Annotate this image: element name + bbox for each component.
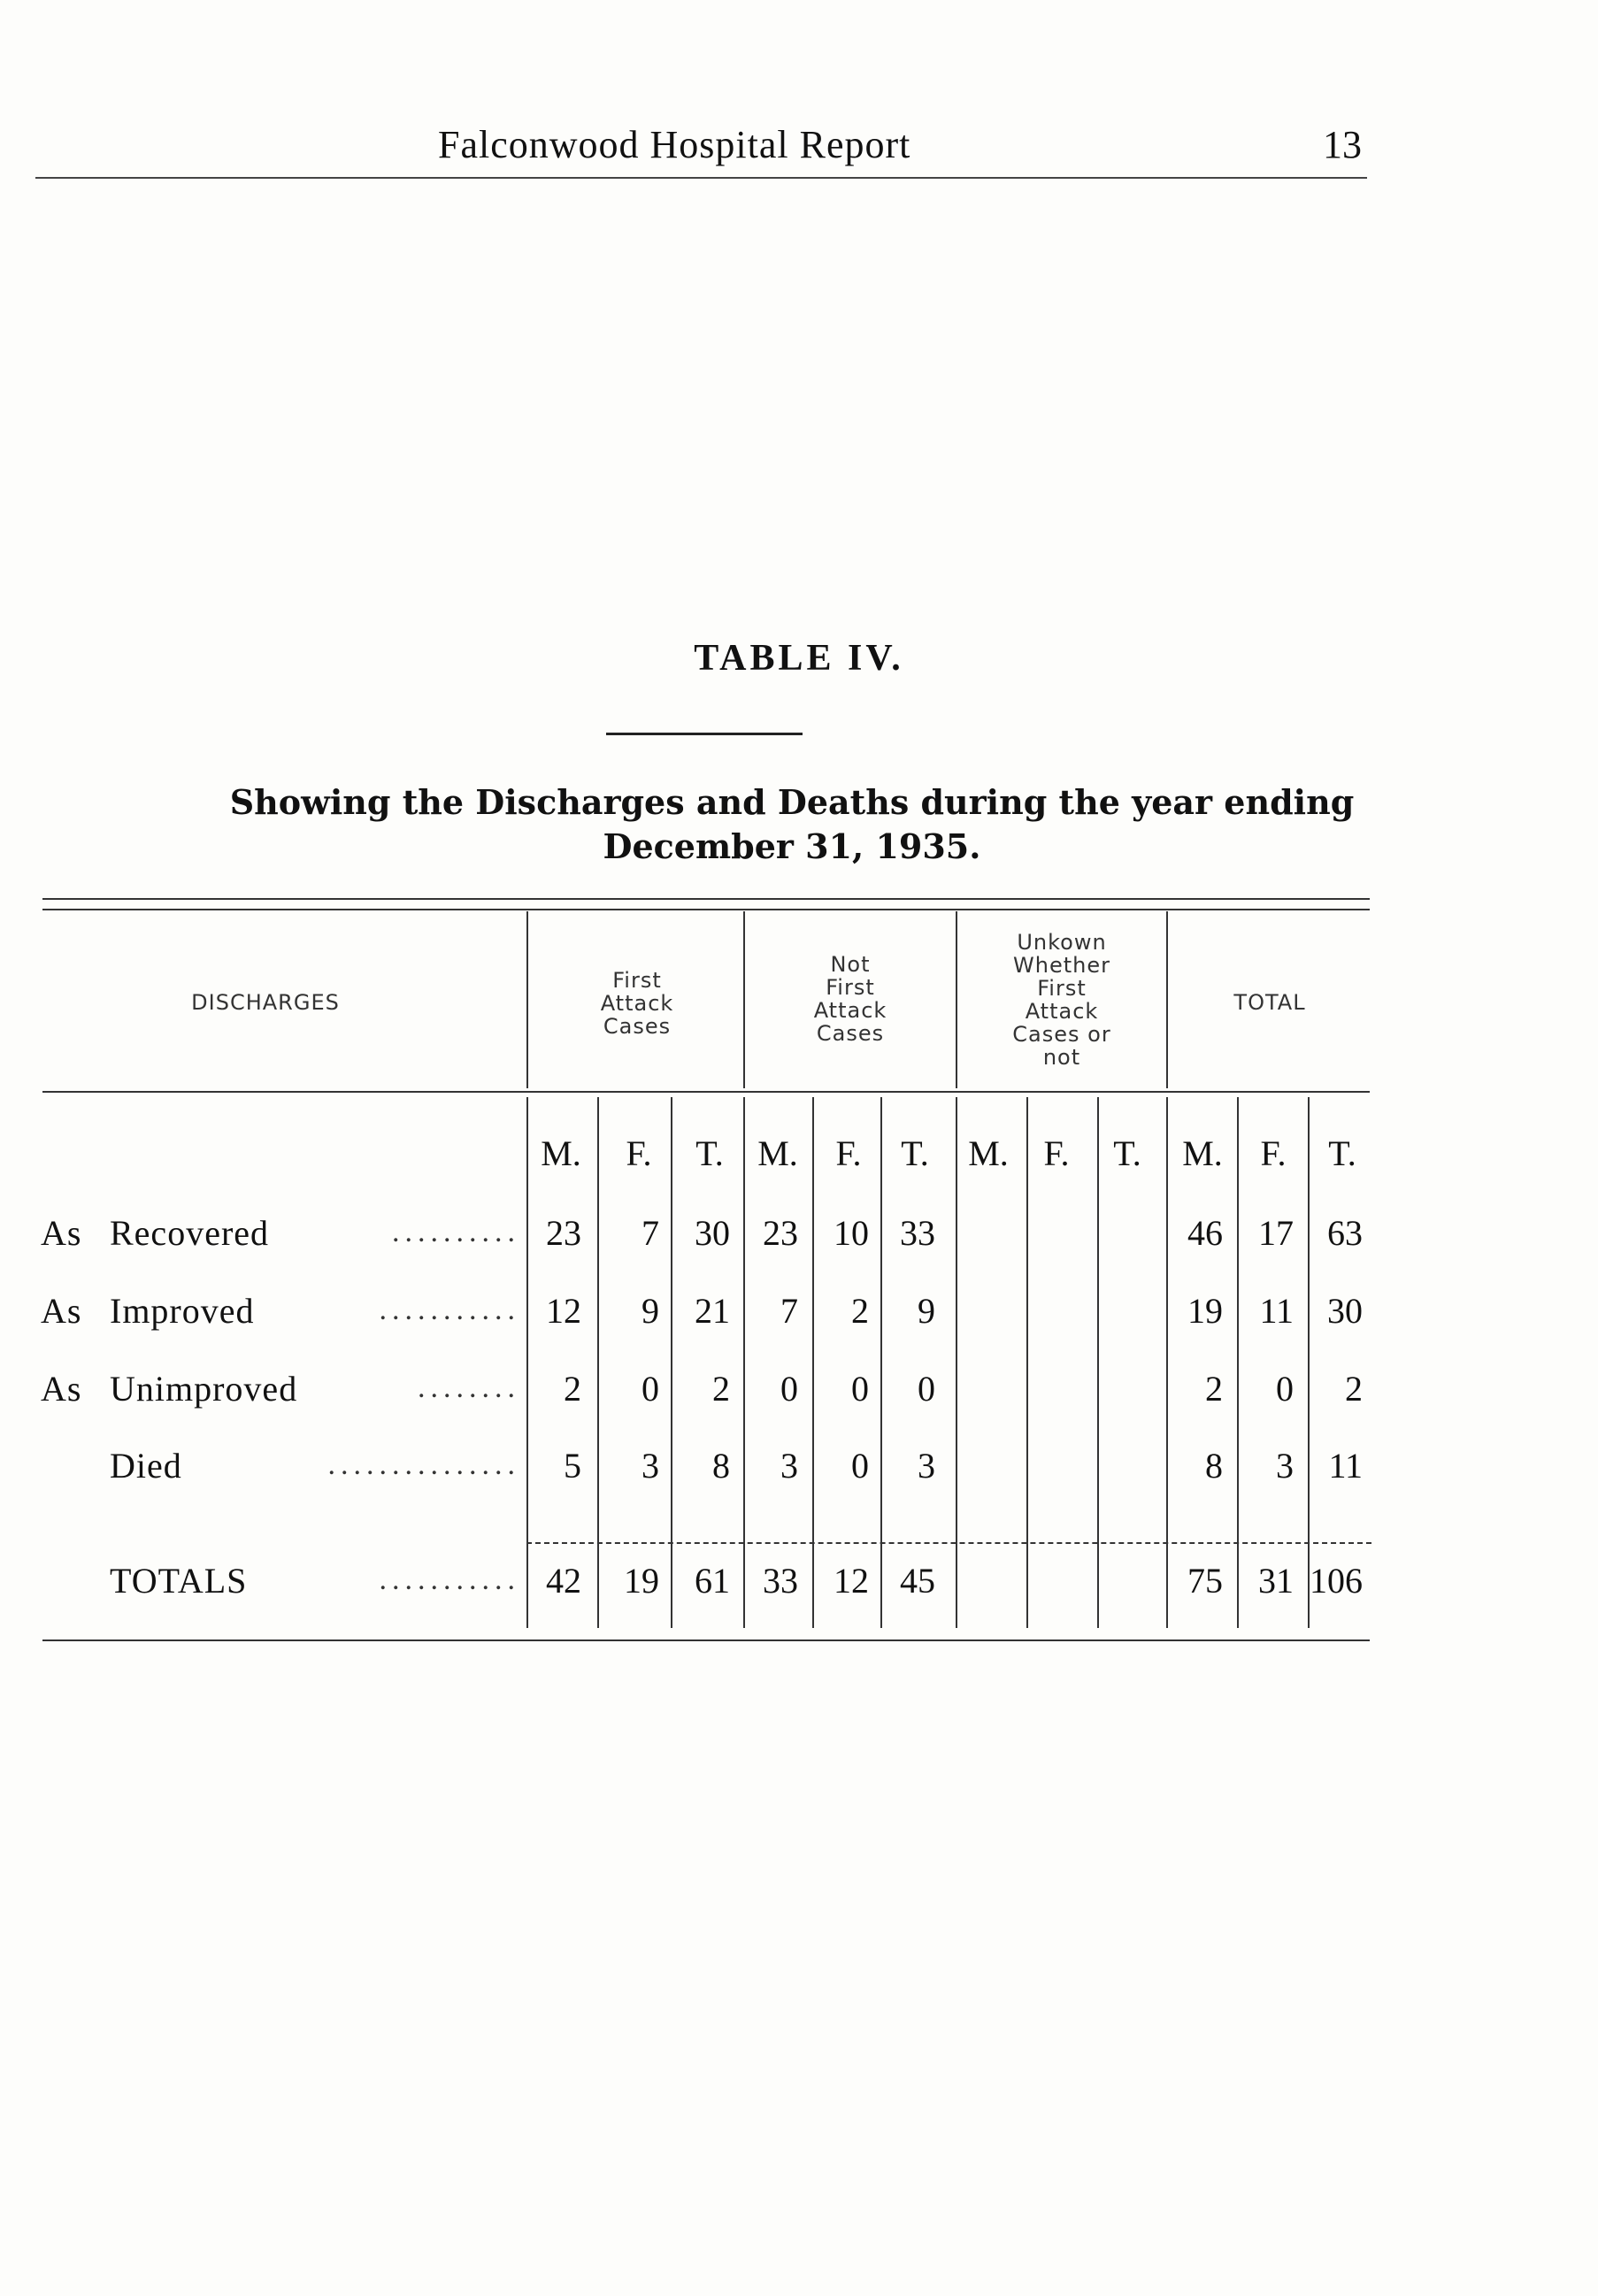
caption-line-1: Showing the Discharges and Deaths during the year ending <box>229 782 1355 822</box>
table-cell: 42 <box>546 1561 581 1601</box>
column-divider <box>671 1097 672 1628</box>
table-cell: 61 <box>695 1561 730 1601</box>
row-label: Recovered <box>110 1213 270 1253</box>
col-header-not-first-attack <box>745 953 956 1045</box>
hdr-line: Unkown <box>1017 930 1107 955</box>
hdr-line: Cases or <box>1012 1022 1111 1047</box>
hdr-line: Attack <box>813 998 887 1023</box>
sub-header-m: M. <box>968 1133 1009 1173</box>
table-cell: 23 <box>546 1213 581 1253</box>
running-head <box>35 113 1363 175</box>
table-cell: 30 <box>695 1213 730 1253</box>
leader-dots: ........... <box>379 1294 520 1326</box>
col-header-total <box>1168 991 1371 1014</box>
column-divider <box>1308 1097 1310 1628</box>
hdr-line: First <box>826 975 875 1000</box>
hdr-line: Not <box>830 952 871 977</box>
table-cell: 75 <box>1187 1561 1223 1601</box>
table-cell: 9 <box>642 1291 659 1331</box>
col-header-discharges <box>124 991 407 1014</box>
col-header-unknown <box>957 931 1166 1069</box>
table-cell: 0 <box>1276 1369 1294 1409</box>
hdr-line: Cases <box>603 1014 672 1039</box>
column-divider <box>597 1097 599 1628</box>
sub-header-f: F. <box>835 1133 862 1173</box>
table-cell: 0 <box>780 1369 798 1409</box>
leader-dots: ........... <box>379 1563 520 1596</box>
col-header-first-attack <box>531 969 743 1038</box>
group-divider <box>526 911 528 1088</box>
sub-header-t: T. <box>1328 1133 1356 1173</box>
row-label: Improved <box>110 1291 255 1331</box>
table-cell: 33 <box>763 1561 798 1601</box>
group-divider <box>1166 911 1168 1088</box>
leader-dots: ........ <box>418 1371 520 1404</box>
col-header-discharges-label: DISCHARGES <box>191 990 340 1015</box>
row-label: Died <box>110 1446 182 1486</box>
leader-dots: .......... <box>392 1216 520 1248</box>
table-cell: 7 <box>642 1213 659 1253</box>
sub-header-f: F. <box>1260 1133 1287 1173</box>
row-prefix: As <box>41 1369 82 1409</box>
totals-rule <box>526 1542 1371 1544</box>
table-cell: 3 <box>642 1446 659 1486</box>
table-cell: 2 <box>851 1291 869 1331</box>
table-cell: 63 <box>1327 1213 1363 1253</box>
table-cell: 0 <box>851 1369 869 1409</box>
hdr-line: Whether <box>1013 953 1110 978</box>
row-label: Unimproved <box>110 1369 298 1409</box>
hdr-line: not <box>1042 1045 1081 1070</box>
table-bottom-rule <box>42 1639 1370 1641</box>
column-divider <box>1026 1097 1028 1628</box>
table-cell: 31 <box>1258 1561 1294 1601</box>
column-divider <box>1237 1097 1239 1628</box>
sub-header-m: M. <box>1182 1133 1223 1173</box>
sub-header-t: T. <box>901 1133 929 1173</box>
table-cell: 2 <box>712 1369 730 1409</box>
table-cell: 8 <box>1205 1446 1223 1486</box>
table-title: TABLE IV. <box>694 638 904 679</box>
group-divider <box>743 911 745 1088</box>
caption-line-2: December 31, 1935. <box>603 826 981 866</box>
table-cell: 10 <box>834 1213 869 1253</box>
sub-header-m: M. <box>757 1133 798 1173</box>
column-divider <box>1166 1097 1168 1628</box>
table-cell: 3 <box>780 1446 798 1486</box>
table-top-rule-2 <box>42 909 1370 910</box>
table-caption <box>106 780 1478 869</box>
column-divider <box>880 1097 882 1628</box>
table-cell: 106 <box>1310 1561 1363 1601</box>
table-cell: 3 <box>1276 1446 1294 1486</box>
row-prefix: As <box>41 1291 82 1331</box>
table-cell: 2 <box>1345 1369 1363 1409</box>
title-rule <box>606 733 803 735</box>
table-cell: 45 <box>900 1561 935 1601</box>
row-prefix: As <box>41 1213 82 1253</box>
table-cell: 5 <box>564 1446 581 1486</box>
running-title: Falconwood Hospital Report <box>438 123 911 166</box>
table-cell: 0 <box>851 1446 869 1486</box>
hdr-line: First <box>612 968 662 993</box>
column-divider <box>956 1097 957 1628</box>
group-divider <box>956 911 957 1088</box>
header-bottom-rule <box>42 1091 1370 1093</box>
col-header-total-label: TOTAL <box>1233 990 1306 1015</box>
table-cell: 9 <box>918 1291 935 1331</box>
table-top-rule <box>42 898 1370 900</box>
table-cell: 7 <box>780 1291 798 1331</box>
column-divider <box>1097 1097 1099 1628</box>
table-cell: 23 <box>763 1213 798 1253</box>
sub-header-t: T. <box>1113 1133 1141 1173</box>
hdr-line: Attack <box>600 991 674 1016</box>
sub-header-m: M. <box>541 1133 581 1173</box>
table-cell: 19 <box>1187 1291 1223 1331</box>
leader-dots: ............... <box>327 1448 520 1481</box>
table-cell: 33 <box>900 1213 935 1253</box>
column-divider <box>526 1097 528 1628</box>
table-cell: 12 <box>834 1561 869 1601</box>
table-cell: 30 <box>1327 1291 1363 1331</box>
table-cell: 12 <box>546 1291 581 1331</box>
hdr-line: First <box>1037 976 1087 1001</box>
table-cell: 19 <box>624 1561 659 1601</box>
table-cell: 21 <box>695 1291 730 1331</box>
sub-header-t: T. <box>695 1133 724 1173</box>
table-cell: 11 <box>1259 1291 1294 1331</box>
hdr-line: Cases <box>816 1021 885 1046</box>
column-divider <box>812 1097 814 1628</box>
table-cell: 0 <box>918 1369 935 1409</box>
sub-header-f: F. <box>626 1133 652 1173</box>
table-cell: 0 <box>642 1369 659 1409</box>
table-cell: 11 <box>1328 1446 1363 1486</box>
sub-header-f: F. <box>1043 1133 1070 1173</box>
head-rule <box>35 177 1367 179</box>
hdr-line: Attack <box>1025 999 1099 1024</box>
page-number: 13 <box>1323 123 1362 166</box>
row-label: TOTALS <box>110 1561 248 1601</box>
table-cell: 17 <box>1258 1213 1294 1253</box>
table-cell: 2 <box>564 1369 581 1409</box>
table-cell: 8 <box>712 1446 730 1486</box>
table-cell: 2 <box>1205 1369 1223 1409</box>
column-divider <box>743 1097 745 1628</box>
table-cell: 3 <box>918 1446 935 1486</box>
table-cell: 46 <box>1187 1213 1223 1253</box>
